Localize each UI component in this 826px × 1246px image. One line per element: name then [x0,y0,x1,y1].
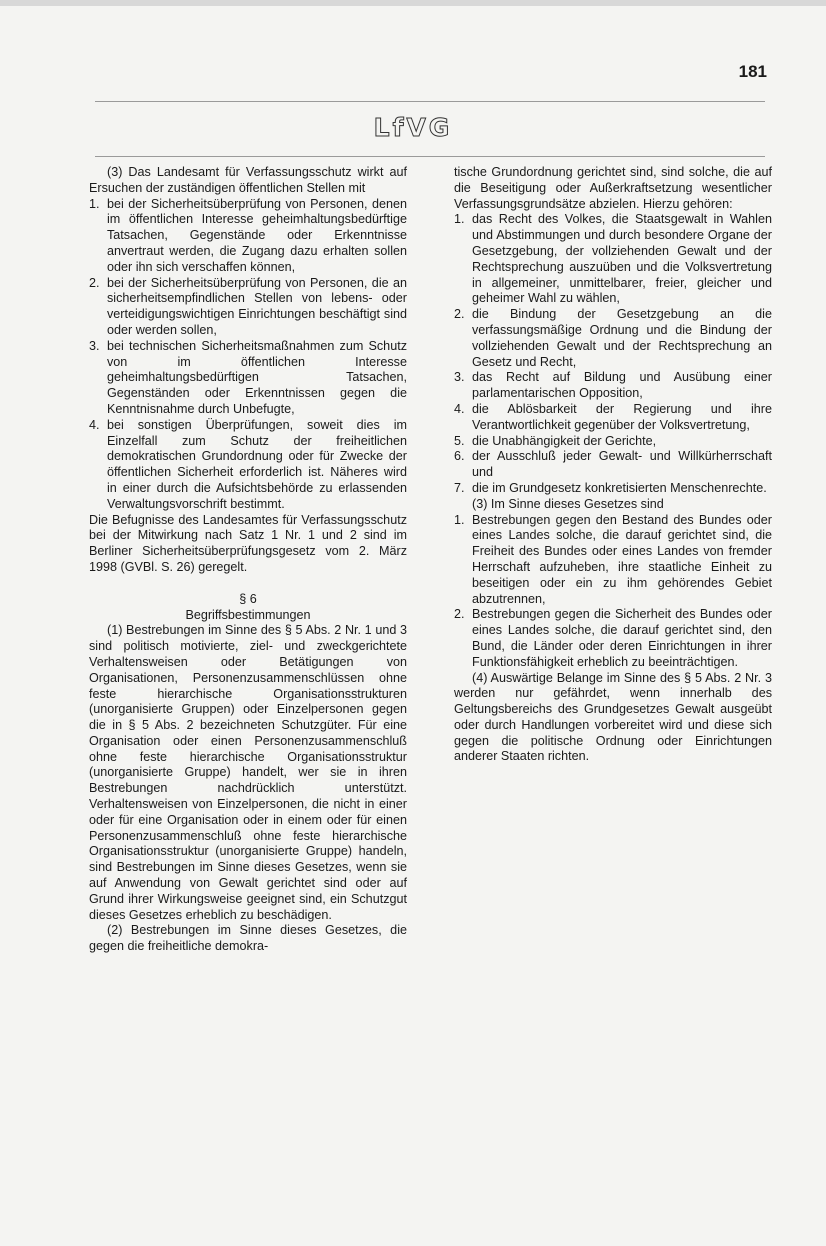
left-column [89,165,407,955]
list-item: 6. der Ausschluß jeder Gewalt- und Willkürherrschaft und [454,449,772,480]
list-item: 1. bei der Sicherheitsüberprüfung von Personen, denen im öffentlichen Interesse geheimhaltungsbedürftige Tatsachen, Gegenstände oder Erkenntnisse anvertraut werden, die Zugang dazu erhalten sollen oder ihn sich verschaffen können, [89,196,407,274]
list-item: 2. Bestrebungen gegen die Sicherheit des Bundes oder eines Landes solche, die darauf gerichtet sind, den Bund, die Länder oder deren Einrichtungen in ihrer Funktionsfähigkeit erheblich zu beeinträchtigen. [454,607,772,669]
lfvg-logo: LfVG [373,113,453,142]
list-item: 1. Bestrebungen gegen den Bestand des Bundes oder eines Landes solche, die darauf gerichtet sind, die Freiheit des Bundes oder eines Landes von fremder Herrschaft aufzuheben, ihre staatliche Einheit zu beseitigen oder ein zu ihm gehörendes Gebiet abzutrennen, [454,512,772,606]
right-column [454,165,772,765]
header-rule-bottom [95,156,765,157]
list-item: 2. die Bindung der Gesetzgebung an die verfassungsmäßige Ordnung und die Bindung der vollziehenden Gewalt und der Rechtsprechung an Gesetz und Recht, [454,307,772,369]
paragraph-3-intro-right: (3) Im Sinne dieses Gesetzes sind [472,496,664,511]
paragraph-2-continued: tische Grundordnung gerichtet sind, sind solche, die auf die Beseitigung oder Außerkraftsetzung wesentlicher Verfassungsgrundsätze abzielen. Hierzu gehören: [454,165,772,211]
scan-top-edge [0,0,826,6]
list-item: 3. bei technischen Sicherheitsmaßnahmen zum Schutz von im öffentlichen Interesse geheimhaltungsbedürftigen Tatsachen, Gegenständen oder Erkenntnissen gegen die Kenntnisnahme durch Unbefugte, [89,338,407,416]
header-rule-top [95,101,765,102]
page-number: 181 [738,62,767,81]
paragraph-3-intro: (3) Das Landesamt für Verfassungsschutz wirkt auf Ersuchen der zuständigen öffentlichen Stellen mit [89,165,407,195]
section-number: § 6 [239,591,257,606]
list-item: 4. bei sonstigen Überprüfungen, soweit dies im Einzelfall zum Schutz der freiheitlichen demokratischen Grundordnung oder für Zwecke der öffentlichen Sicherheit erforderlich ist. Näheres wird in einer durch die Aufsichtsbehörde zu erlassenden Verwaltungsvorschrift bestimmt. [89,417,407,511]
list-item: 2. bei der Sicherheitsüberprüfung von Personen, die an sicherheitsempfindlichen Stellen von lebens- oder verteidigungswichtigen Einrichtungen beschäftigt sind oder werden sollen, [89,275,407,337]
list-item: 4. die Ablösbarkeit der Regierung und ihre Verantwortlichkeit gegenüber der Volksvertretung, [454,401,772,432]
section-title: Begriffsbestimmungen [185,607,311,622]
list-item: 1. das Recht des Volkes, die Staatsgewalt in Wahlen und Abstimmungen und durch besondere Organe der Gesetzgebung, der vollziehenden Gewalt und der Rechtsprechung auszuüben und die Volksvertretung in allgemeiner, unmittelbarer, freier, gleicher und geheimer Wahl zu wählen, [454,212,772,306]
paragraph-1: (1) Bestrebungen im Sinne des § 5 Abs. 2 Nr. 1 und 3 sind politisch motivierte, ziel- und zweckgerichtete Verhaltensweisen oder Betätigungen von Organisationen, Personenzusammenschlüssen ohne feste hierarchische Organisationsstrukturen (unorganisierte Gruppen) oder Einzelpersonen gegen die in § 5 Abs. 2 bezeichneten Schutzgüter. Für eine Organisation oder einen Personenzusammenschluß ohne feste hierarchische Organisationsstruktur (unorganisierte Gruppe) handelt, wer sie in ihren Bestrebungen nachdrücklich unterstützt. Verhaltensweisen von Einzelpersonen, die nicht in einer oder für eine Organisation oder in einem oder für einen Personenzusammenschluß ohne feste hierarchische Organisationsstruktur (unorganisierte Gruppe) handeln, sind Bestrebungen im Sinne dieses Gesetzes, wenn sie auf Anwendung von Gewalt gerichtet sind oder auf Grund ihrer Wirkungsweise geeignet sind, ein Schutzgut dieses Gesetzes erheblich zu beschädigen. [89,623,407,922]
paragraph-2-start: (2) Bestrebungen im Sinne dieses Gesetzes, die gegen die freiheitliche demokra- [89,923,407,954]
list-item: 7. die im Grundgesetz konkretisierten Menschenrechte. [454,480,767,495]
list-item: 3. das Recht auf Bildung und Ausübung einer parlamentarischen Opposition, [454,370,772,401]
closing-paragraph: Die Befugnisse des Landesamtes für Verfassungsschutz bei der Mitwirkung nach Satz 1 Nr. 1 und 2 sind im Berliner Sicherheitsüberprüfungsgesetz vom 2. März 1998 (GVBl. S. 26) geregelt. [89,512,407,574]
list-item: 5. die Unabhängigkeit der Gerichte, [454,433,657,448]
paragraph-4: (4) Auswärtige Belange im Sinne des § 5 Abs. 2 Nr. 3 werden nur gefährdet, wenn innerhalb des Geltungsbereichs des Grundgesetzes Gewalt ausgeübt oder durch Handlungen vorbereitet wird und diese sich gegen die politische Ordnung oder Einrichtungen anderer Staaten richten. [454,670,772,764]
